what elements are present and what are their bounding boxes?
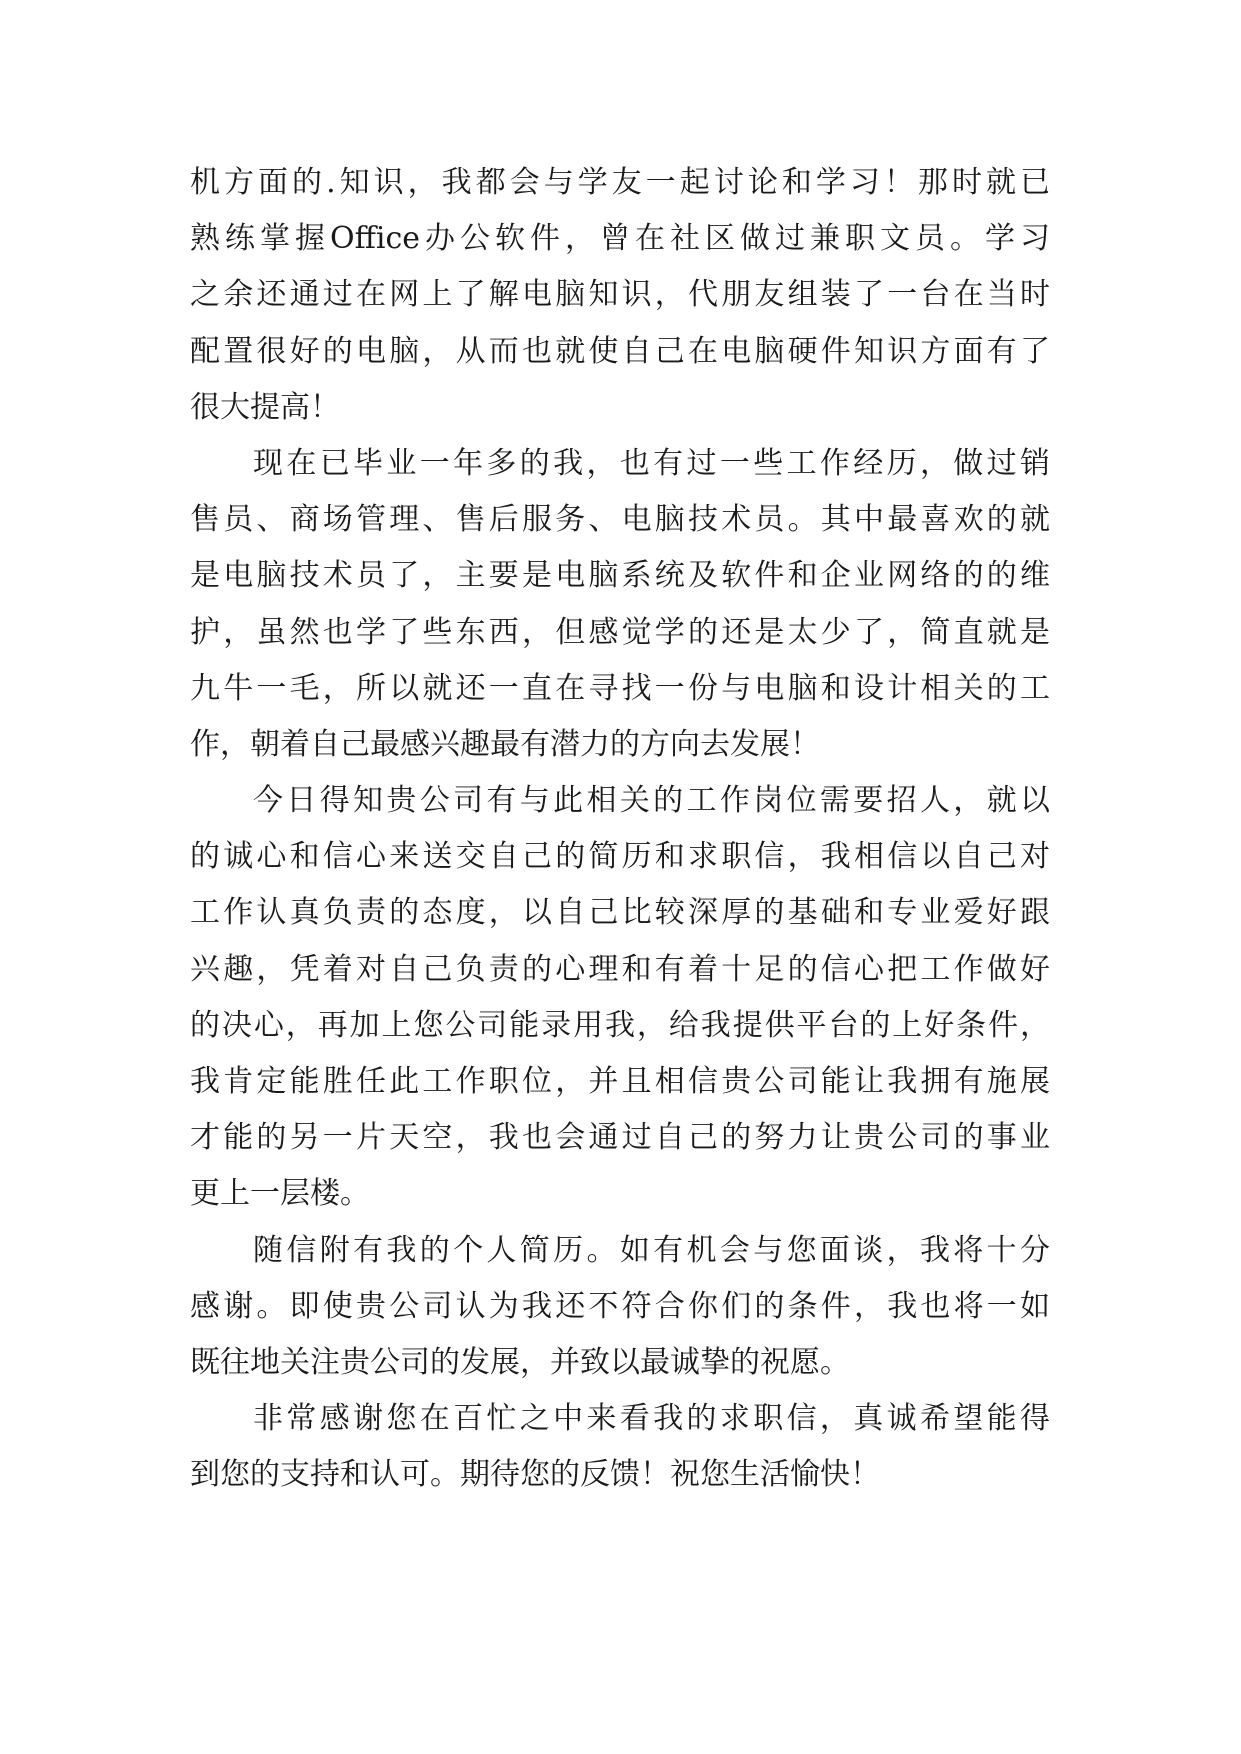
text-line: 配置很好的电脑，从而也就使自己在电脑硬件知识方面有了 xyxy=(190,333,1050,369)
letter-body xyxy=(190,155,1050,1504)
text-line: 的诚心和信心来送交自己的简历和求职信，我相信以自己对 xyxy=(190,839,1050,875)
text-line: 今日得知贵公司有与此相关的工作岗位需要招人，就以 xyxy=(253,783,1050,819)
text-line: 既往地关注贵公司的发展，并致以最诚挚的祝愿。 xyxy=(190,1344,850,1380)
text-line: 售员、商场管理、售后服务、电脑技术员。其中最喜欢的就 xyxy=(190,502,1050,538)
text-line: 随信附有我的个人简历。如有机会与您面谈，我将十分 xyxy=(253,1232,1050,1268)
text-line: 现在已毕业一年多的我，也有过一些工作经历，做过销 xyxy=(253,445,1050,481)
text-line: 熟练掌握Office办公软件，曾在社区做过兼职文员。学习 xyxy=(190,221,1050,257)
text-line: 更上一层楼。 xyxy=(190,1176,370,1212)
text-line: 非常感谢您在百忙之中来看我的求职信，真诚希望能得 xyxy=(253,1401,1050,1437)
text-line: 的决心，再加上您公司能录用我，给我提供平台的上好条件， xyxy=(190,1007,1050,1043)
text-line: 很大提高！ xyxy=(190,389,340,425)
text-line: 到您的支持和认可。期待您的反馈！祝您生活愉快！ xyxy=(190,1457,880,1493)
text-line: 工作认真负责的态度，以自己比较深厚的基础和专业爱好跟 xyxy=(190,895,1050,931)
text-line: 作，朝着自己最感兴趣最有潜力的方向去发展！ xyxy=(190,726,820,762)
text-line: 我肯定能胜任此工作职位，并且相信贵公司能让我拥有施展 xyxy=(190,1064,1050,1099)
text-line: 才能的另一片天空，我也会通过自己的努力让贵公司的事业 xyxy=(190,1120,1050,1156)
text-line: 是电脑技术员了，主要是电脑系统及软件和企业网络的的维 xyxy=(190,558,1050,594)
text-line: 之余还通过在网上了解电脑知识，代朋友组装了一台在当时 xyxy=(190,277,1050,313)
text-line: 护，虽然也学了些东西，但感觉学的还是太少了，简直就是 xyxy=(190,614,1050,650)
text-line: 兴趣，凭着对自己负责的心理和有着十足的信心把工作做好 xyxy=(190,951,1050,987)
text-line: 九牛一毛，所以就还一直在寻找一份与电脑和设计相关的工 xyxy=(190,670,1050,706)
text-line: 感谢。即使贵公司认为我还不符合你们的条件，我也将一如 xyxy=(190,1288,1050,1324)
text-line: 机方面的.知识，我都会与学友一起讨论和学习！那时就已 xyxy=(190,165,1050,200)
